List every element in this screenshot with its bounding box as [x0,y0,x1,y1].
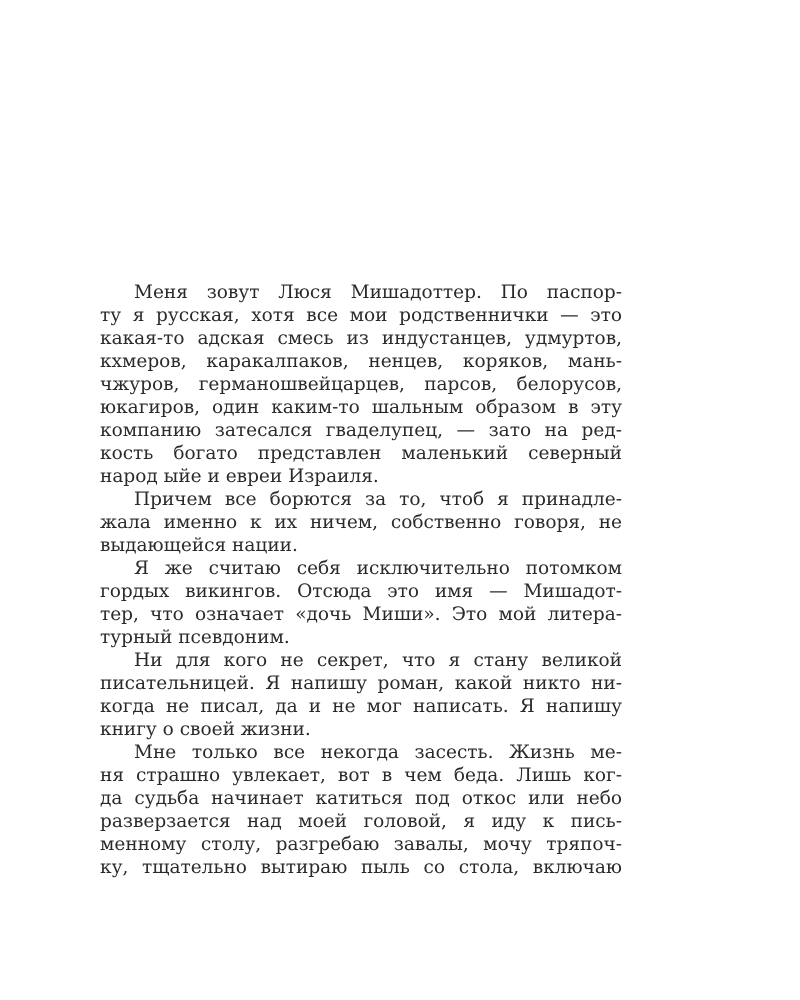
text-line: разверзается над моей головой, я иду к пись- [100,811,622,832]
text-line: гордых викингов. Отсюда это имя — Мишадот- [100,581,622,602]
text-line: писательницей. Я напишу роман, какой никто ни- [100,673,622,694]
text-line: Ни для кого не секрет, что я стану великой [134,650,622,671]
text-line: книгу о своей жизни. [100,719,311,740]
text-line: жала именно к их ничем, собственно говоря, не [100,512,622,533]
text-line: Я же считаю себя исключительно потомком [134,558,622,579]
text-line: народ ыйе и евреи Израиля. [100,466,379,487]
text-line: ку, тщательно вытираю пыль со стола, включаю [100,857,622,878]
text-line: ту я русская, хотя все мои родственнички — это [100,305,622,326]
paragraph [100,741,622,879]
text-line: юкагиров, один каким-то шальным образом в эту [100,397,622,418]
paragraph [100,649,622,741]
text-line: тер, что означает «дочь Миши». Это мой литера- [100,604,622,625]
text-line: да судьба начинает катиться под откос или небо [100,788,622,809]
paragraph [100,557,622,649]
text-line: кость богато представлен маленький северный [100,443,622,464]
text-line: чжуров, германошвейцарцев, парсов, белорусов, [100,374,622,395]
body-text [100,281,622,879]
text-line: турный псевдоним. [100,627,290,648]
text-line: Меня зовут Люся Мишадоттер. По паспор- [134,282,622,303]
text-line: когда не писал, да и не мог написать. Я напишу [100,696,622,717]
paragraph [100,281,622,488]
text-line: Мне только все некогда засесть. Жизнь ме- [134,742,622,763]
text-line: компанию затесался гваделупец, — зато на ред- [100,420,622,441]
text-line: менному столу, разгребаю завалы, мочу тряпоч- [100,834,622,855]
text-line: ня страшно увлекает, вот в чем беда. Лишь ког- [100,765,622,786]
paragraph [100,488,622,557]
text-line: кхмеров, каракалпаков, ненцев, коряков, мань- [100,351,622,372]
text-line: Причем все борются за то, чтоб я принадле- [134,489,622,510]
text-line: какая-то адская смесь из индустанцев, удмуртов, [100,328,622,349]
text-line: выдающейся нации. [100,535,298,556]
